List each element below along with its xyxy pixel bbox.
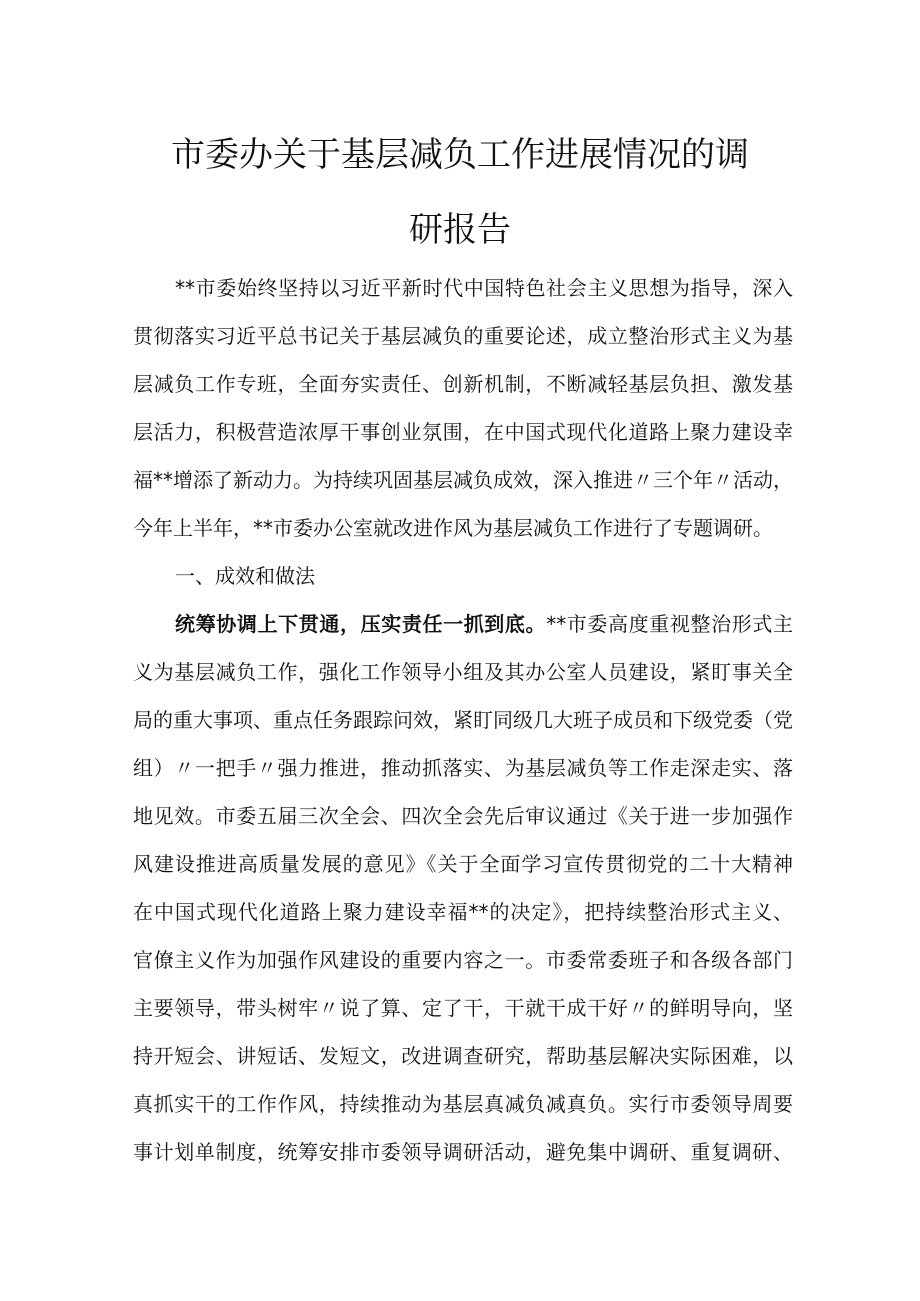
paragraph-1-line: 层活力，积极营造浓厚干事创业氛围，在中国式现代化道路上聚力建设幸 [133,420,793,444]
document-body [133,264,793,1176]
paragraph-1-line: 层减负工作专班，全面夯实责任、创新机制，不断减轻基层负担、激发基 [133,372,793,396]
paragraph-2-line: 主要领导，带头树牢〃说了算、定了干，干就干成干好〃的鲜明导向，坚 [133,996,793,1020]
paragraph-2-line: 官僚主义作为加强作风建设的重要内容之一。市委常委班子和各级各部门 [133,948,793,972]
paragraph-2-line: 地见效。市委五届三次全会、四次全会先后审议通过《关于进一步加强作 [133,804,793,828]
paragraph-2-first-rest: **市委高度重视整治形式主 [546,612,793,636]
section-1-heading: 一、成效和做法 [175,564,315,588]
paragraph-1-line: 今年上半年，**市委办公室就改进作风为基层减负工作进行了专题调研。 [133,516,773,540]
document-title-line-1: 市委办关于基层减负工作进展情况的调 [171,135,749,175]
document-title-line-2: 研报告 [409,210,511,250]
paragraph-1-line: **市委始终坚持以习近平新时代中国特色社会主义思想为指导，深入 [175,276,793,300]
paragraph-1-line: 福**增添了新动力。为持续巩固基层减负成效，深入推进〃三个年〃活动， [133,468,793,492]
paragraph-2-bold-lead: 统筹协调上下贯通，压实责任一抓到底。 [175,612,547,636]
paragraph-2-line: 事计划单制度，统筹安排市委领导调研活动，避免集中调研、重复调研、 [133,1140,793,1164]
paragraph-2-first-line [133,600,793,648]
paragraph-2-line: 组）〃一把手〃强力推进，推动抓落实、为基层减负等工作走深走实、落 [133,756,793,780]
paragraph-2-line: 义为基层减负工作，强化工作领导小组及其办公室人员建设，紧盯事关全 [133,660,793,684]
paragraph-2-line: 持开短会、讲短话、发短文，改进调查研究，帮助基层解决实际困难，以 [133,1044,793,1068]
paragraph-2-line: 真抓实干的工作作风，持续推动为基层真减负减真负。实行市委领导周要 [133,1092,793,1116]
paragraph-1-line: 贯彻落实习近平总书记关于基层减负的重要论述，成立整治形式主义为基 [133,324,793,348]
paragraph-2-line: 在中国式现代化道路上聚力建设幸福**的决定》，把持续整治形式主义、 [133,900,793,924]
paragraph-2-line: 局的重大事项、重点任务跟踪问效，紧盯同级几大班子成员和下级党委（党 [133,708,793,732]
paragraph-2-line: 风建设推进高质量发展的意见》《关于全面学习宣传贯彻党的二十大精神 [133,852,793,876]
